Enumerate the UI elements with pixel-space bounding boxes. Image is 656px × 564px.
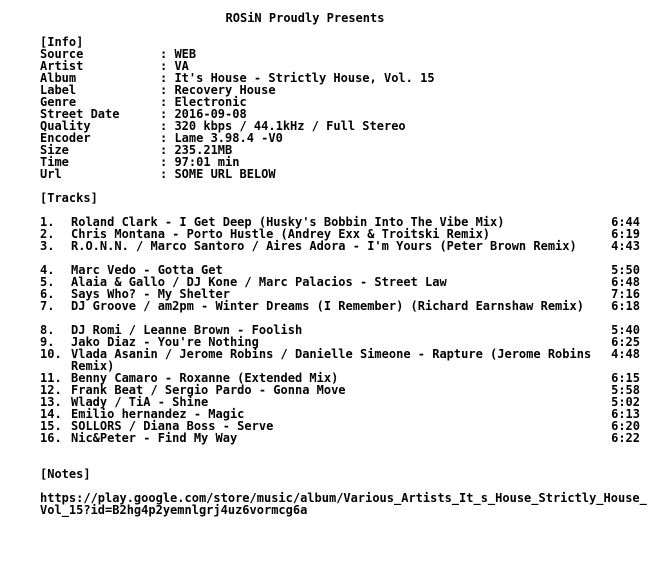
info-key: Quality — [40, 119, 91, 133]
track-duration: 5:02 — [611, 395, 640, 409]
track-duration: 5:58 — [611, 383, 640, 397]
track-title: Chris Montana - Porto Hustle (Andrey Exx & Troitski Remix) — [71, 227, 491, 241]
info-key: Time — [40, 155, 69, 169]
info-separator: : — [160, 119, 175, 133]
info-separator: : — [160, 107, 175, 121]
track-number: 6. — [40, 287, 55, 301]
track-number: 4. — [40, 263, 55, 277]
track-duration: 6:18 — [611, 299, 640, 313]
track-number: 10. — [40, 347, 62, 361]
track-number: 11. — [40, 371, 62, 385]
track-title: Nic&Peter - Find My Way — [71, 431, 238, 445]
track-number: 7. — [40, 299, 55, 313]
track-title: Frank Beat / Sergio Pardo - Gonna Move — [71, 383, 346, 397]
track-duration: 6:25 — [611, 335, 640, 349]
track-title: Emilio hernandez - Magic — [71, 407, 245, 421]
track-duration: 6:22 — [611, 431, 640, 445]
info-key: Encoder — [40, 131, 91, 145]
info-key: Label — [40, 83, 77, 97]
track-duration: 6:20 — [611, 419, 640, 433]
track-title: R.O.N.N. / Marco Santoro / Aires Adora - I'm Yours (Peter Brown Remix) — [71, 239, 577, 253]
track-title: DJ Groove / am2pm - Winter Dreams (I Remember) (Richard Earnshaw Remix) — [71, 299, 584, 313]
track-title: Benny Camaro - Roxanne (Extended Mix) — [71, 371, 339, 385]
track-duration: 6:15 — [611, 371, 640, 385]
info-value: SOME URL BELOW — [174, 167, 276, 181]
info-value: Recovery House — [174, 83, 276, 97]
info-separator: : — [160, 71, 175, 85]
track-duration: 6:19 — [611, 227, 640, 241]
track-title: Marc Vedo - Gotta Get — [71, 263, 223, 277]
track-title: Says Who? - My Shelter — [71, 287, 230, 301]
track-title: DJ Romi / Leanne Brown - Foolish — [71, 323, 303, 337]
info-value: It's House - Strictly House, Vol. 15 — [174, 71, 435, 85]
info-separator: : — [160, 47, 175, 61]
page-title: ROSiN Proudly Presents — [225, 11, 385, 25]
notes-url-link[interactable]: https://play.google.com/store/music/album/Various_Artists_It_s_House_Strictly_House_Vol_15?id=B2hg4p2yemnlgrj4uz6vormcg6a — [40, 491, 647, 517]
info-value: Electronic — [174, 95, 247, 109]
info-separator: : — [160, 155, 175, 169]
tracks-section-header: [Tracks] — [40, 191, 98, 205]
info-value: 2016-09-08 — [174, 107, 247, 121]
track-number: 8. — [40, 323, 55, 337]
track-number: 5. — [40, 275, 55, 289]
track-number: 15. — [40, 419, 62, 433]
info-separator: : — [160, 167, 175, 181]
track-title: Vlada Asanin / Jerome Robins / Danielle Simeone - Rapture (Jerome Robins Remix) — [71, 347, 599, 373]
info-key: Url — [40, 167, 62, 181]
info-separator: : — [160, 131, 175, 145]
track-duration: 4:43 — [611, 239, 640, 253]
track-number: 3. — [40, 239, 55, 253]
track-number: 9. — [40, 335, 55, 349]
track-title: SOLLORS / Diana Boss - Serve — [71, 419, 274, 433]
info-section-header: [Info] — [40, 35, 84, 49]
info-value: WEB — [174, 47, 197, 61]
track-number: 12. — [40, 383, 62, 397]
track-title: Jako Diaz - You're Nothing — [71, 335, 259, 349]
info-key: Source — [40, 47, 84, 61]
info-value: Lame 3.98.4 -V0 — [174, 131, 283, 145]
info-separator: : — [160, 95, 175, 109]
track-number: 14. — [40, 407, 62, 421]
track-duration: 6:48 — [611, 275, 640, 289]
info-separator: : — [160, 59, 175, 73]
track-number: 1. — [40, 215, 55, 229]
track-title: Alaia & Gallo / DJ Kone / Marc Palacios - Street Law — [71, 275, 447, 289]
info-value: 235.21MB — [174, 143, 233, 157]
track-duration: 5:50 — [611, 263, 640, 277]
info-value: 97:01 min — [174, 155, 240, 169]
track-title: Roland Clark - I Get Deep (Husky's Bobbin Into The Vibe Mix) — [71, 215, 505, 229]
info-key: Album — [40, 71, 77, 85]
info-key: Artist — [40, 59, 84, 73]
track-number: 16. — [40, 431, 62, 445]
track-number: 2. — [40, 227, 55, 241]
track-duration: 5:40 — [611, 323, 640, 337]
track-duration: 7:16 — [611, 287, 640, 301]
info-value: VA — [174, 59, 189, 73]
info-value: 320 kbps / 44.1kHz / Full Stereo — [174, 119, 406, 133]
track-duration: 4:48 — [611, 347, 640, 361]
info-key: Street Date — [40, 107, 120, 121]
track-duration: 6:44 — [611, 215, 640, 229]
track-duration: 6:13 — [611, 407, 640, 421]
info-separator: : — [160, 143, 175, 157]
info-key: Size — [40, 143, 69, 157]
info-key: Genre — [40, 95, 77, 109]
notes-section-header: [Notes] — [40, 467, 91, 481]
info-separator: : — [160, 83, 175, 97]
info-row — [40, 168, 276, 180]
track-number: 13. — [40, 395, 62, 409]
track-title: Wlady / TiA - Shine — [71, 395, 209, 409]
